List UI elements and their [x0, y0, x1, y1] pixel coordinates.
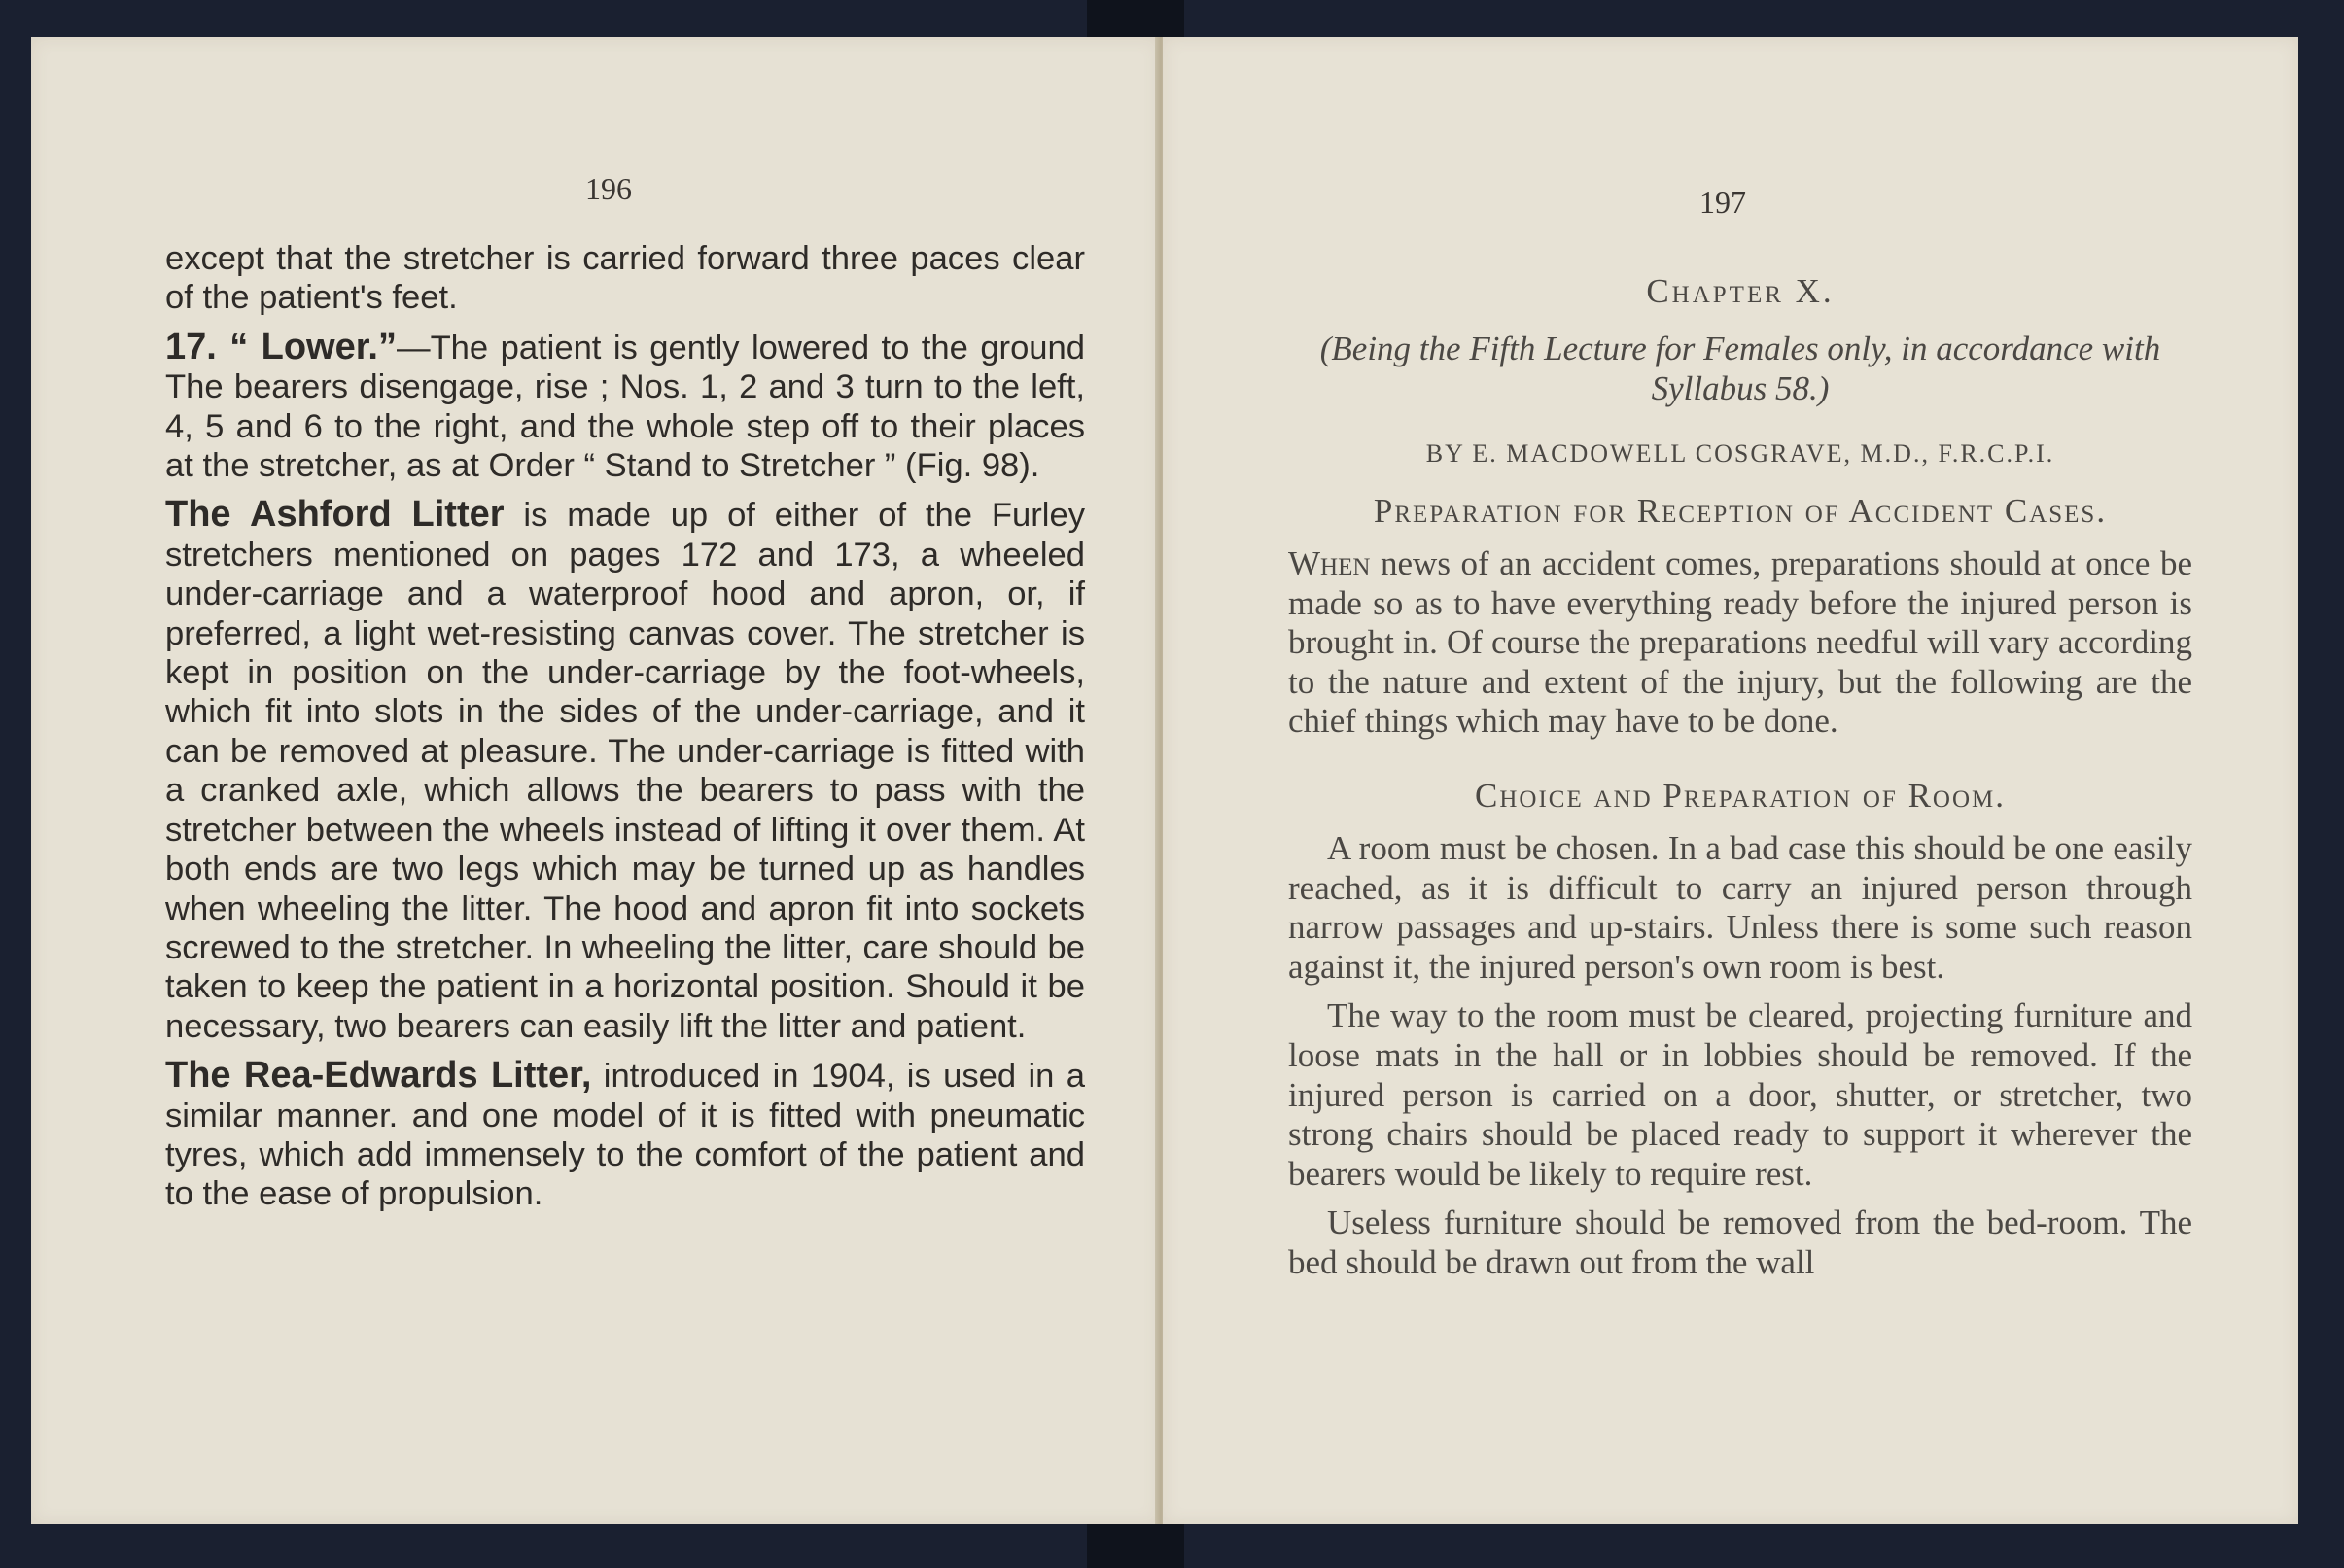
paragraph-continuation [165, 239, 1085, 318]
chapter-subtitle: (Being the Fifth Lecture for Females only, in accordance with Syllabus 58.) [1319, 330, 2161, 407]
paragraph-furniture: Useless furniture should be removed from the bed-room. The bed should be drawn out from the wall [1288, 1203, 2192, 1281]
paragraph-rea-edwards-litter [165, 1056, 1085, 1214]
left-page-text [165, 239, 1085, 1214]
paragraph-clear-way: The way to the room must be cleared, projecting furniture and loose mats in the hall or in lobbies should be removed. If the injured person is carried on a door, shutter, or stretcher, two strong chairs should be placed ready to support it wherever the bearers would be likely to require rest. [1288, 996, 2192, 1193]
author-line: BY E. MACDOWELL COSGRAVE, M.D., F.R.C.P.I. [1425, 439, 2055, 468]
paragraph-text: is made up of either of the Furley stretchers mentioned on pages 172 and 173, a wheeled under-carriage and a waterproof hood and apron, or, if preferred, a light wet-resisting canvas cover. The stretcher is kept in position on the under-carriage by the foot-wheels, which fit into slots in the sides of the under-carriage, and it can be removed at pleasure. The under-carriage is fitted with a cranked axle, which allows the bearers to pass with the stretcher between the wheels instead of lifting it over them. At both ends are two legs which may be turned up as handles when wheeling the litter. The hood and apron fit into sockets screwed to the stretcher. In wheeling the litter, care should be taken to keep the patient in a horizontal position. Should it be necessary, two bearers can easily lift the litter and patient. [165, 497, 1085, 1045]
paragraph-heading: The Rea-Edwards Litter, [165, 1055, 592, 1097]
section-title-choice-of-room: Choice and Preparation of Room. [1474, 776, 2006, 815]
paragraph-room-choice: A room must be chosen. In a bad case this should be one easily reached, as it is difficult to carry an injured person through narrow passages and up-stairs. Unless there is some such reason against it, the injured person's own room is best. [1288, 828, 2192, 986]
paragraph-text: —The patient is gently lowered to the ground The bearers disengage, rise ; Nos. 1, 2 and 3 turn to the left, 4, 5 and 6 to the right, and the whole step off to their places at the stretcher, as at Order “ Stand to Stretcher ” (Fig. 98). [165, 329, 1085, 485]
chapter-title: Chapter X. [1646, 272, 1835, 310]
left-page [31, 37, 1160, 1524]
right-page-text [1288, 272, 2192, 1283]
paragraph-ashford-litter [165, 495, 1085, 1046]
paragraph-lower [165, 328, 1085, 486]
paragraph-heading: 17. “ Lower.” [165, 326, 397, 367]
paragraph-text: except that the stretcher is carried forward three paces clear of the patient's feet. [165, 240, 1085, 317]
paragraph-heading: The Ashford Litter [165, 494, 505, 536]
section-title-preparation: Preparation for Reception of Accident Cases. [1373, 492, 2108, 530]
page-number-right: 197 [1699, 185, 1746, 220]
paragraph-preparation [1288, 544, 2192, 742]
paragraph-text: news of an accident comes, preparations should at once be made so as to have everything ready before the injured person is brought in. Of course the preparations needful will vary according to the nature and extent of the injury, but the following are the chief things which may have to be done. [1288, 544, 2192, 741]
paragraph-lead-word: When [1288, 544, 1371, 582]
paragraph-text: introduced in 1904, is used in a similar manner. and one model of it is fitted with pneumatic tyres, which add immensely to the comfort of the patient and to the ease of propulsion. [165, 1058, 1085, 1213]
right-page [1163, 37, 2298, 1524]
page-number-left: 196 [585, 171, 632, 206]
